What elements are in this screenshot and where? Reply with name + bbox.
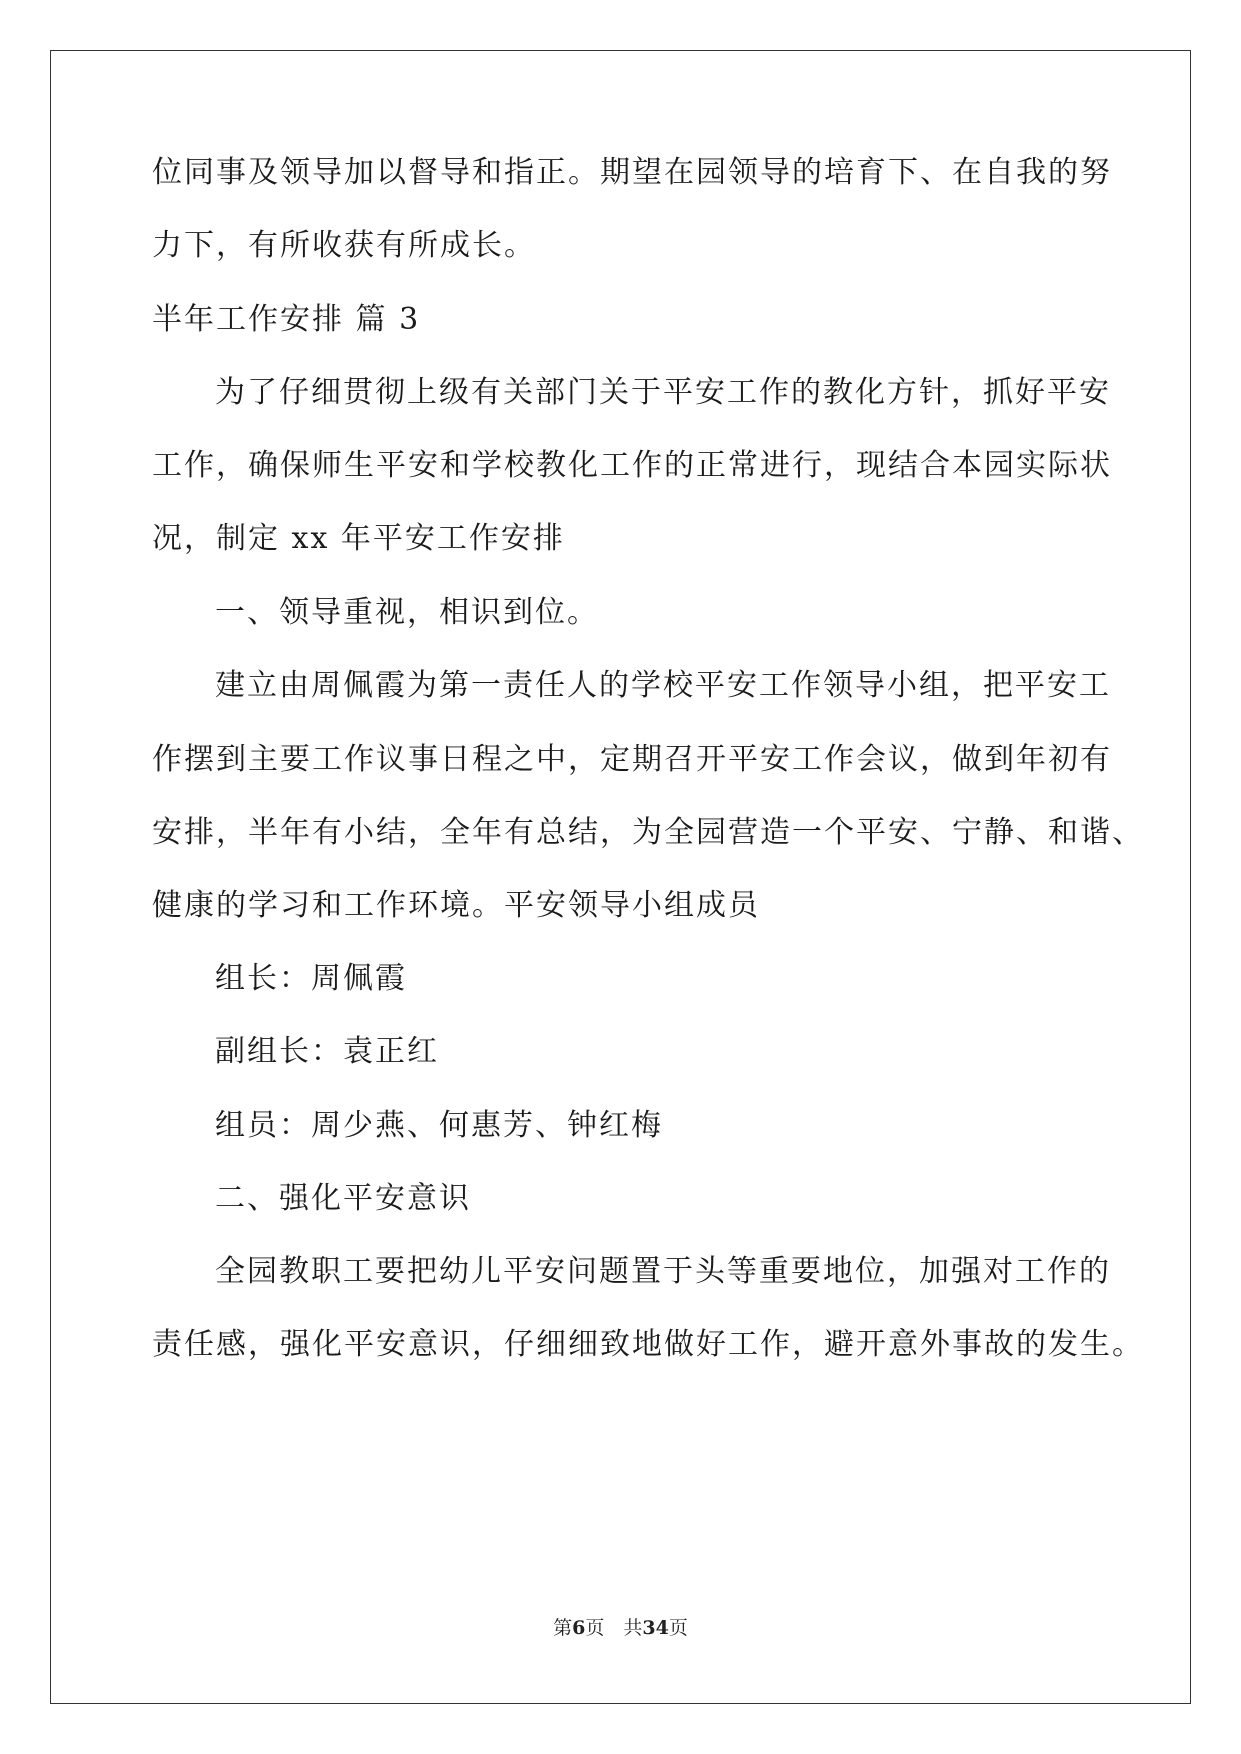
page-border bbox=[50, 50, 1191, 1704]
text-line: 工作，确保师生平安和学校教化工作的正常进行，现结合本园实际状 bbox=[152, 448, 1112, 483]
text-line: 况，制定 xx 年平安工作安排 bbox=[152, 521, 565, 556]
section-heading: 半年工作安排 篇 3 bbox=[152, 302, 421, 337]
footer-mid: 页 共 bbox=[585, 1617, 643, 1639]
text-line: 力下，有所收获有所成长。 bbox=[152, 228, 536, 263]
subheading: 一、领导重视，相识到位。 bbox=[215, 595, 599, 630]
page-footer bbox=[0, 1616, 1241, 1640]
text-line: 位同事及领导加以督导和指正。期望在园领导的培育下、在自我的努 bbox=[152, 155, 1112, 190]
text-line: 组长：周佩霞 bbox=[215, 961, 407, 996]
text-line: 副组长：袁正红 bbox=[215, 1034, 439, 1069]
subheading: 二、强化平安意识 bbox=[215, 1181, 471, 1216]
text-line: 健康的学习和工作环境。平安领导小组成员 bbox=[152, 888, 760, 923]
current-page-number: 6 bbox=[572, 1617, 586, 1639]
footer-prefix: 第 bbox=[553, 1617, 573, 1639]
text-line: 安排，半年有小结，全年有总结，为全园营造一个平安、宁静、和谐、 bbox=[152, 815, 1144, 850]
text-line: 全园教职工要把幼儿平安问题置于头等重要地位，加强对工作的 bbox=[215, 1254, 1111, 1289]
footer-suffix: 页 bbox=[668, 1617, 688, 1639]
text-line: 建立由周佩霞为第一责任人的学校平安工作领导小组，把平安工 bbox=[215, 668, 1111, 703]
text-line: 责任感，强化平安意识，仔细细致地做好工作，避开意外事故的发生。 bbox=[152, 1327, 1144, 1362]
total-pages-number: 34 bbox=[642, 1617, 669, 1639]
text-line: 为了仔细贯彻上级有关部门关于平安工作的教化方针，抓好平安 bbox=[215, 375, 1111, 410]
text-line: 组员：周少燕、何惠芳、钟红梅 bbox=[215, 1108, 663, 1143]
text-line: 作摆到主要工作议事日程之中，定期召开平安工作会议，做到年初有 bbox=[152, 742, 1112, 777]
